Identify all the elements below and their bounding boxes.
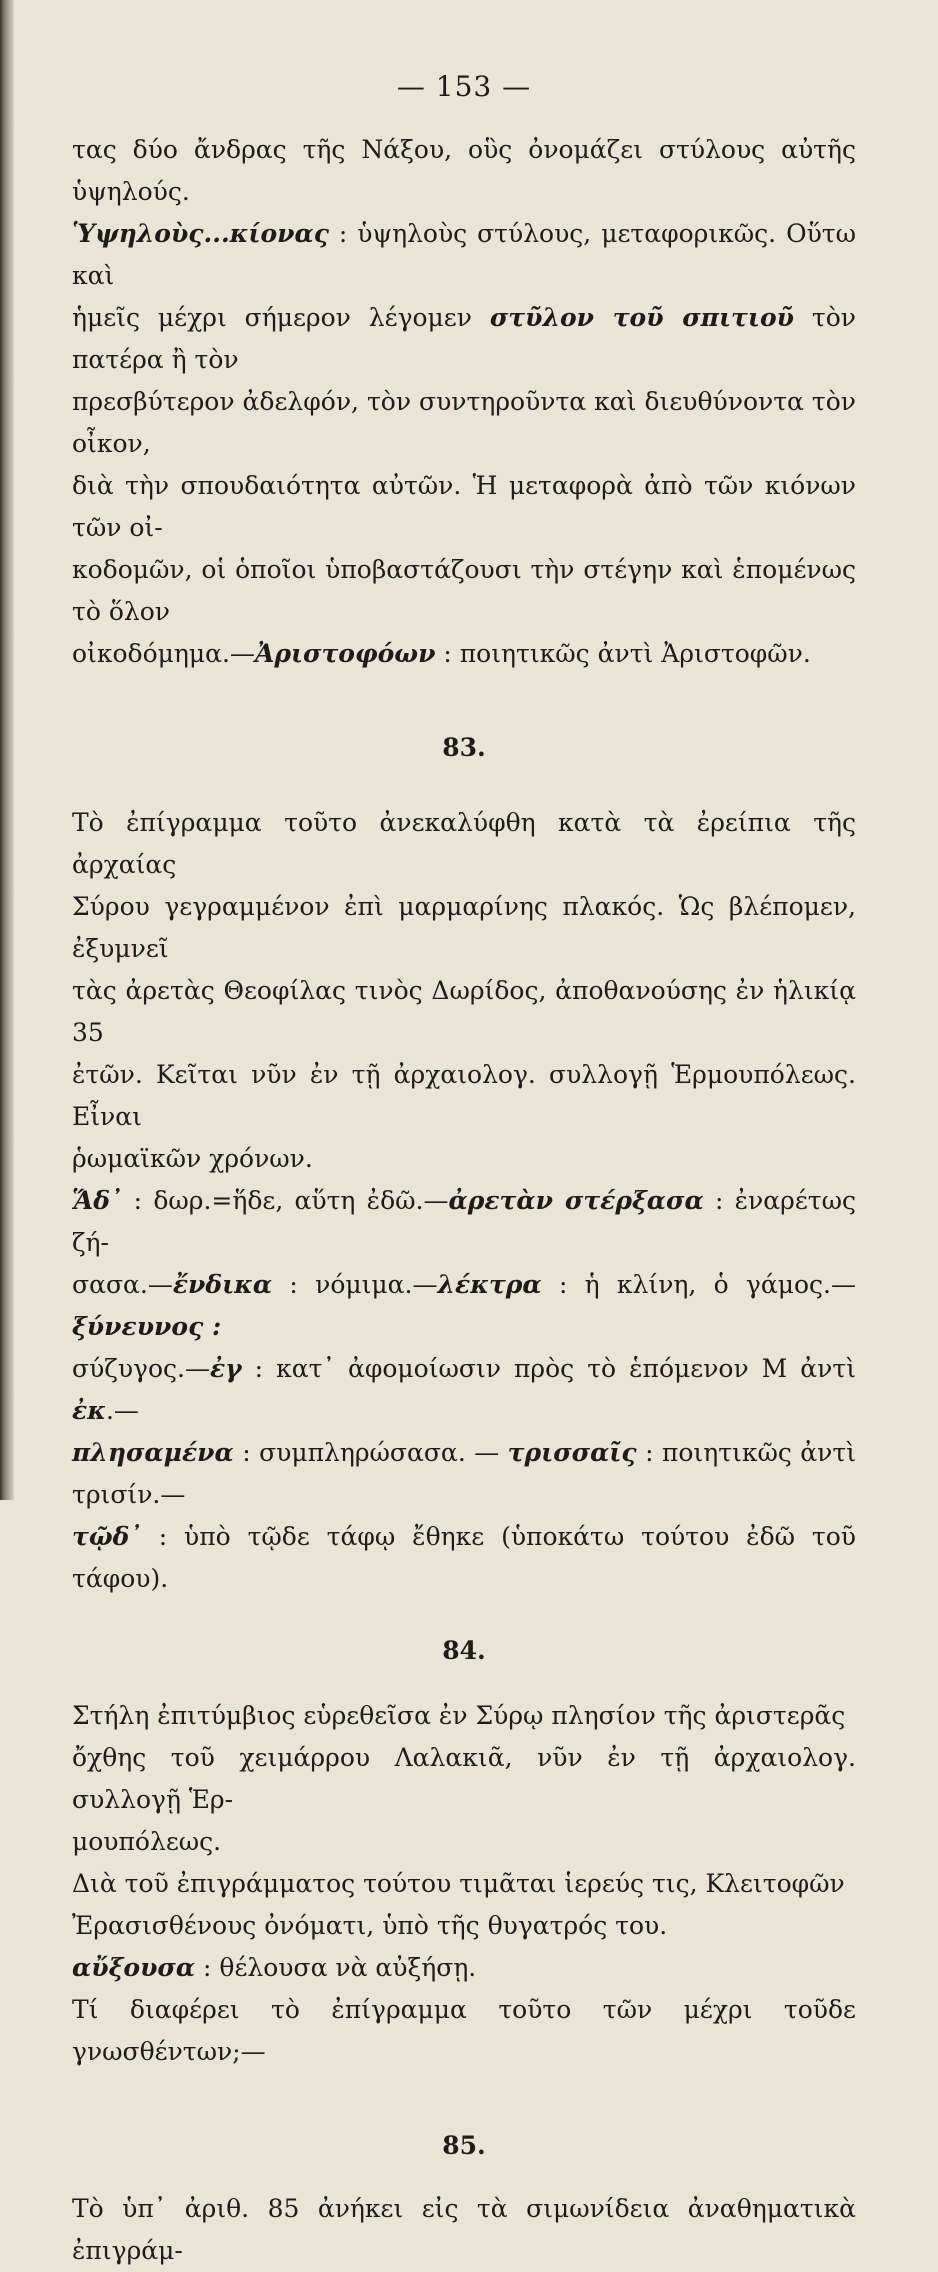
text-span: σασα.— bbox=[72, 1270, 173, 1299]
text-line bbox=[72, 633, 856, 675]
text-line bbox=[72, 1821, 856, 1863]
text-line bbox=[72, 1905, 856, 1947]
gloss-term: Ὑψηλοὺς...κίονας bbox=[72, 219, 329, 248]
text-span: : ποιητικῶς ἀντὶ Ἀριστοφῶν. bbox=[435, 639, 811, 668]
text-span: .— bbox=[105, 1396, 139, 1425]
text-line bbox=[72, 1737, 856, 1821]
text-span: μουπόλεως. bbox=[72, 1827, 222, 1856]
text-span: : θέλουσα νὰ αὐξήσῃ. bbox=[195, 1953, 477, 1982]
text-line bbox=[72, 213, 856, 297]
text-span: : ἐναρέτως ζή- bbox=[72, 1186, 856, 1257]
text-line bbox=[72, 1138, 856, 1180]
text-line bbox=[72, 1348, 856, 1432]
text-span: Στήλη ἐπιτύμβιος εὑρεθεῖσα ἐν Σύρῳ πλησίον τῆς ἀριστερᾶς bbox=[72, 1701, 846, 1730]
commentary-block-84 bbox=[72, 1695, 856, 2073]
text-span: Τί διαφέρει τὸ ἐπίγραμμα τοῦτο τῶν μέχρι τοῦδε γνωσθέντων;— bbox=[72, 1995, 856, 2066]
gloss-term: ἀρετὰν στέρξασα bbox=[448, 1186, 704, 1215]
gloss-term: τρισσαῖς bbox=[507, 1438, 637, 1467]
text-span: τὰς ἀρετὰς Θεοφίλας τινὸς Δωρίδος, ἀποθανούσης ἐν ἡλικίᾳ 35 bbox=[72, 976, 856, 1047]
book-page bbox=[72, 70, 856, 2272]
text-line bbox=[72, 1989, 856, 2073]
section-number-85: 85. bbox=[442, 2131, 486, 2160]
text-span: Τὸ ἐπίγραμμα τοῦτο ἀνεκαλύφθη κατὰ τὰ ἐρείπια τῆς ἀρχαίας bbox=[72, 808, 856, 879]
gloss-term: Ἅδ᾽ bbox=[72, 1186, 123, 1215]
text-line bbox=[72, 129, 856, 213]
gloss-term: ξύνευνος : bbox=[72, 1312, 222, 1341]
text-line bbox=[72, 886, 856, 970]
text-span: Διὰ τοῦ ἐπιγράμματος τούτου τιμᾶται ἱερεύς τις, Κλειτοφῶν bbox=[72, 1869, 845, 1898]
text-span: τας δύο ἄνδρας τῆς Νάξου, οὓς ὀνομάζει στύλους αὐτῆς ὑψηλούς. bbox=[72, 135, 856, 206]
text-span: πρεσβύτερον ἀδελφόν, τὸν συντηροῦντα καὶ διευθύνοντα τὸν οἶκον, bbox=[72, 387, 856, 458]
text-span: : νόμιμα.— bbox=[272, 1270, 438, 1299]
text-span: : δωρ.=ἥδε, αὕτη ἐδῶ.— bbox=[122, 1186, 449, 1215]
gloss-term: τῷδ᾽ bbox=[72, 1522, 142, 1551]
gloss-term: ἔνδικα bbox=[172, 1270, 273, 1299]
text-line bbox=[72, 1432, 856, 1516]
text-line bbox=[72, 297, 856, 381]
text-span: σύζυγος.— bbox=[72, 1354, 210, 1383]
text-span: ὄχθης τοῦ χειμάρρου Λαλακιᾶ, νῦν ἐν τῇ ἀρχαιολογ. συλλογῇ Ἑρ- bbox=[72, 1743, 856, 1814]
gloss-term: λέκτρα bbox=[437, 1270, 542, 1299]
gloss-term: πλησαμένα bbox=[72, 1438, 234, 1467]
section-number-83: 83. bbox=[442, 733, 486, 762]
text-span: : ποιητικῶς ἀντὶ τρισίν.— bbox=[72, 1438, 856, 1509]
gloss-term: ἐγ bbox=[209, 1354, 242, 1383]
text-span: ῥωμαϊκῶν χρόνων. bbox=[72, 1144, 313, 1173]
text-span: κοδομῶν, οἱ ὁποῖοι ὑποβαστάζουσι τὴν στέγην καὶ ἑπομένως τὸ ὅλον bbox=[72, 555, 856, 626]
text-line bbox=[72, 970, 856, 1054]
text-line bbox=[72, 1054, 856, 1138]
text-span: διὰ τὴν σπουδαιότητα αὐτῶν. Ἡ μεταφορὰ ἀπὸ τῶν κιόνων τῶν οἰ- bbox=[72, 471, 856, 542]
text-span: : ἡ κλίνη, ὁ γάμος.— bbox=[541, 1270, 856, 1299]
text-line bbox=[72, 549, 856, 633]
text-line bbox=[72, 1695, 856, 1737]
text-line bbox=[72, 1947, 856, 1989]
section-number-84: 84. bbox=[442, 1636, 486, 1665]
text-span: : συμπληρώσασα. — bbox=[233, 1438, 508, 1467]
page-edge-shadow bbox=[0, 0, 14, 1500]
text-line bbox=[72, 802, 856, 886]
text-line bbox=[72, 1516, 856, 1600]
text-span: Ἐρασισθένους ὀνόματι, ὑπὸ τῆς θυγατρός του. bbox=[72, 1911, 668, 1940]
text-line bbox=[72, 381, 856, 465]
text-span: τὸν πατέρα ἢ τὸν bbox=[72, 303, 856, 374]
text-span: Σύρου γεγραμμένον ἐπὶ μαρμαρίνης πλακός. Ὡς βλέπομεν, ἐξυμνεῖ bbox=[72, 892, 856, 963]
text-span: : κατ᾽ ἀφομοίωσιν πρὸς τὸ ἑπόμενον Μ ἀντὶ bbox=[241, 1354, 856, 1383]
commentary-block-82 bbox=[72, 129, 856, 675]
text-line bbox=[72, 2188, 856, 2272]
text-span: : ὑψηλοὺς στύλους, μεταφορικῶς. Οὕτω καὶ bbox=[72, 219, 856, 290]
text-line bbox=[72, 1863, 856, 1905]
gloss-term: στῦλον τοῦ σπιτιοῦ bbox=[489, 303, 794, 332]
text-span: ἐτῶν. Κεῖται νῦν ἐν τῇ ἀρχαιολογ. συλλογῇ Ἑρμουπόλεως. Εἶναι bbox=[72, 1060, 856, 1131]
text-span: Τὸ ὑπ᾽ ἀριθ. 85 ἀνήκει εἰς τὰ σιμωνίδεια ἀναθηματικὰ ἐπιγράμ- bbox=[72, 2194, 856, 2265]
text-line bbox=[72, 465, 856, 549]
gloss-term: Ἀριστοφόων bbox=[254, 639, 436, 668]
page-number: — 153 — bbox=[396, 70, 532, 103]
text-line bbox=[72, 1180, 856, 1264]
commentary-block-83 bbox=[72, 802, 856, 1600]
text-span: : ὑπὸ τῷδε τάφῳ ἔθηκε (ὑποκάτω τούτου ἐδῶ τοῦ τάφου). bbox=[72, 1522, 856, 1593]
text-line bbox=[72, 1264, 856, 1348]
gloss-term: αὔξουσα bbox=[72, 1953, 196, 1982]
gloss-term: ἐκ bbox=[72, 1396, 106, 1425]
commentary-block-85 bbox=[72, 2188, 856, 2272]
text-span: οἰκοδόμημα.— bbox=[72, 639, 255, 668]
text-span: ἡμεῖς μέχρι σήμερον λέγομεν bbox=[72, 303, 490, 332]
